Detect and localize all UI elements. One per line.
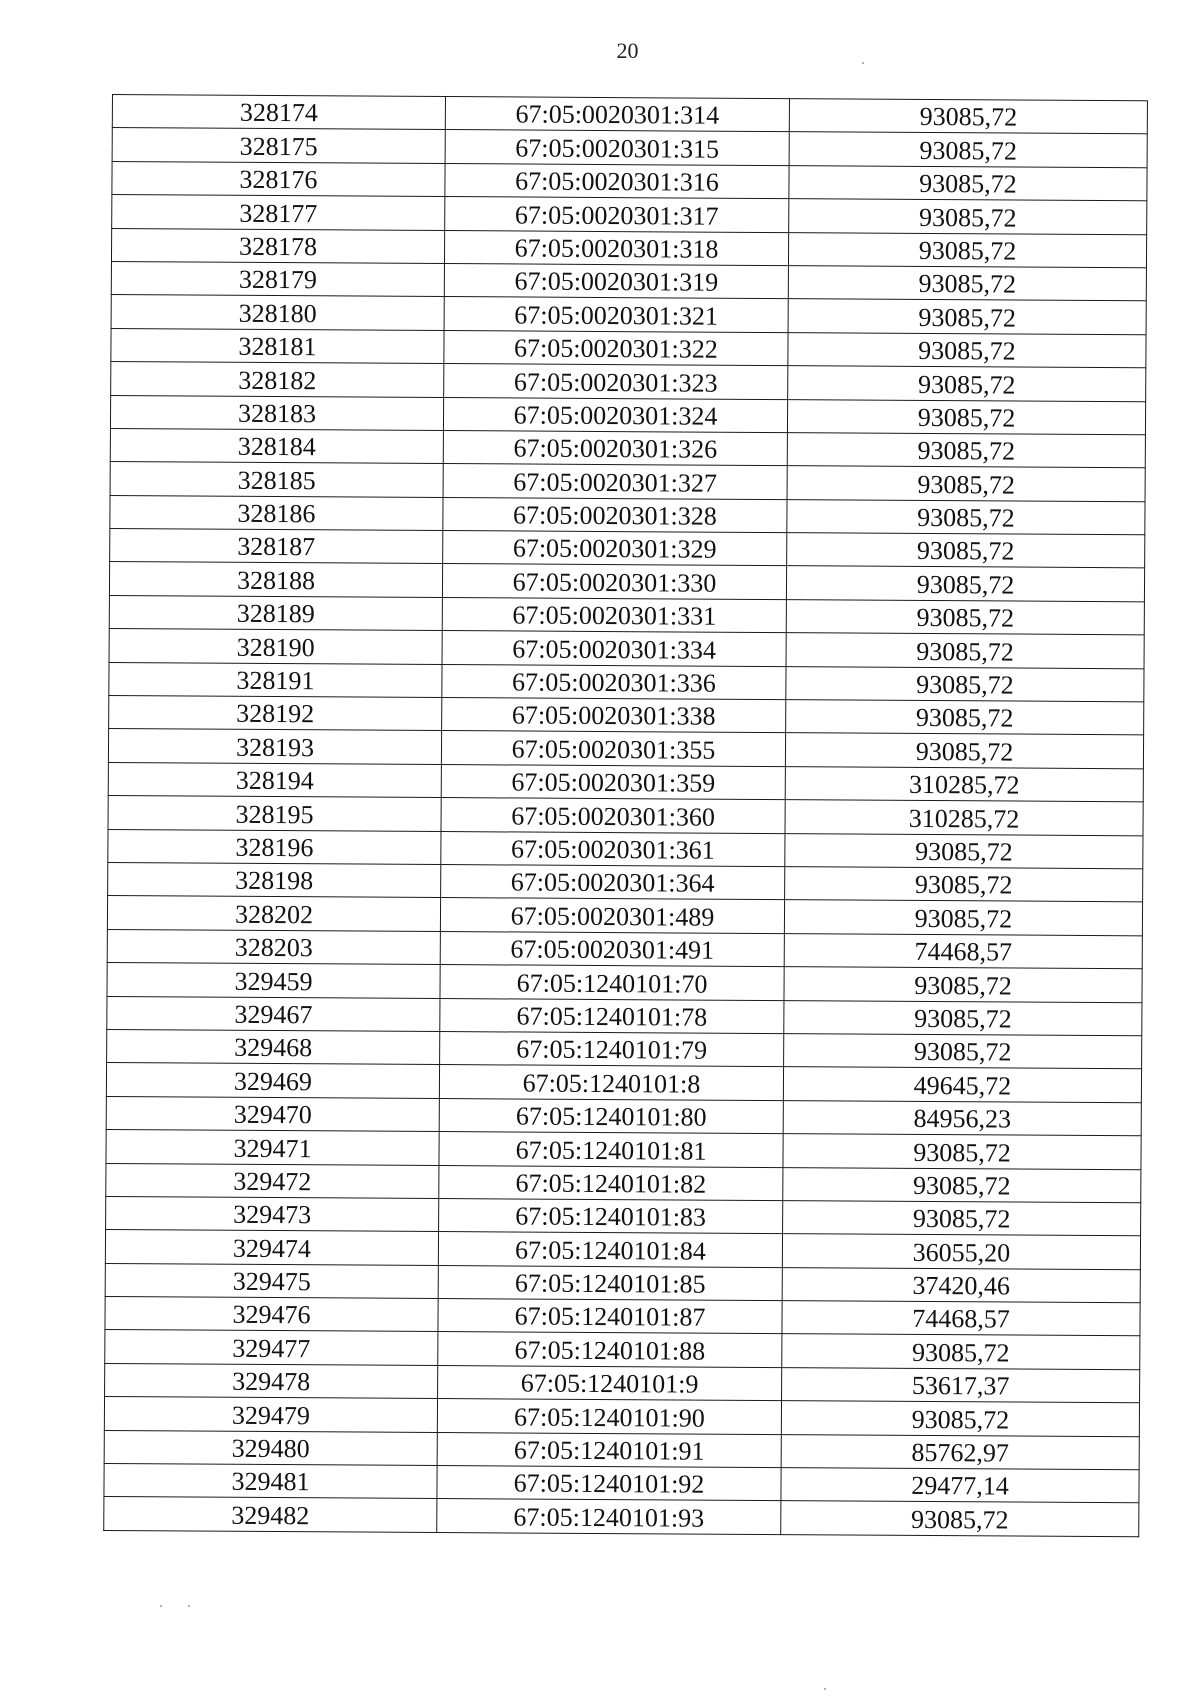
cadastral-number-cell: 67:05:0020301:331 (442, 597, 786, 632)
table-row (107, 929, 1142, 969)
cadastral-number-cell: 67:05:0020301:329 (443, 531, 787, 566)
cadastral-number-cell: 67:05:1240101:92 (437, 1466, 781, 1501)
cadastral-number-cell: 67:05:1240101:70 (440, 965, 784, 1000)
cadastral-number-cell: 67:05:1240101:81 (439, 1132, 783, 1167)
table-row (108, 829, 1143, 869)
cadastral-number-cell: 67:05:0020301:315 (445, 130, 789, 165)
value-cell: 37420,46 (782, 1267, 1140, 1303)
cadastral-number-cell: 67:05:0020301:364 (441, 865, 785, 900)
cadastral-number-cell: 67:05:0020301:360 (441, 798, 785, 833)
table-row (109, 629, 1144, 669)
table-row (109, 696, 1144, 736)
scan-speck (824, 1688, 826, 1690)
value-cell: 93085,72 (788, 299, 1146, 335)
cadastral-number-cell: 67:05:0020301:336 (442, 664, 786, 699)
value-cell: 93085,72 (782, 1334, 1140, 1370)
record-number-cell: 328187 (110, 529, 443, 564)
cadastral-number-cell: 67:05:1240101:93 (437, 1499, 781, 1534)
cadastral-number-cell: 67:05:1240101:8 (439, 1065, 783, 1100)
table-row (110, 529, 1145, 569)
record-number-cell: 329473 (106, 1196, 439, 1231)
value-cell: 310285,72 (785, 766, 1143, 802)
table-row (105, 1230, 1140, 1270)
cadastral-number-cell: 67:05:0020301:317 (445, 197, 789, 232)
record-number-cell: 329477 (105, 1330, 438, 1365)
table-row (108, 862, 1143, 902)
record-number-cell: 328191 (109, 662, 442, 697)
table-row (112, 95, 1147, 135)
value-cell: 93085,72 (789, 199, 1147, 235)
table-row (110, 428, 1145, 468)
value-cell: 93085,72 (786, 566, 1144, 602)
record-number-cell: 328182 (111, 362, 444, 397)
record-number-cell: 329480 (104, 1430, 437, 1465)
value-cell: 93085,72 (785, 833, 1143, 869)
record-number-cell: 328174 (112, 95, 445, 130)
table-row (105, 1363, 1140, 1403)
value-cell: 93085,72 (784, 1000, 1142, 1036)
value-cell: 93085,72 (784, 1034, 1142, 1070)
cadastral-number-cell: 67:05:1240101:90 (437, 1399, 781, 1434)
cadastral-number-cell: 67:05:0020301:359 (441, 764, 785, 799)
table-row (106, 1163, 1141, 1203)
cadastral-number-cell: 67:05:1240101:87 (438, 1299, 782, 1334)
cadastral-number-cell: 67:05:1240101:85 (438, 1265, 782, 1300)
value-cell: 53617,37 (782, 1367, 1140, 1403)
page-number: 20 (616, 38, 639, 63)
cadastral-number-cell: 67:05:0020301:361 (441, 831, 785, 866)
value-cell: 74468,57 (782, 1301, 1140, 1337)
value-cell: 93085,72 (784, 900, 1142, 936)
record-number-cell: 329475 (105, 1263, 438, 1298)
record-number-cell: 329472 (106, 1163, 439, 1198)
record-number-cell: 329474 (105, 1230, 438, 1265)
value-cell: 93085,72 (789, 165, 1147, 201)
table-row (105, 1330, 1140, 1370)
value-cell: 93085,72 (789, 99, 1147, 135)
value-cell: 93085,72 (784, 967, 1142, 1003)
value-cell: 93085,72 (783, 1201, 1141, 1237)
registry-table-body (104, 95, 1148, 1537)
value-cell: 93085,72 (785, 867, 1143, 903)
record-number-cell: 328186 (110, 495, 443, 530)
cadastral-number-cell: 67:05:1240101:84 (438, 1232, 782, 1267)
cadastral-number-cell: 67:05:1240101:9 (438, 1365, 782, 1400)
table-row (108, 796, 1143, 836)
value-cell: 85762,97 (781, 1434, 1139, 1470)
record-number-cell: 329469 (106, 1063, 439, 1098)
record-number-cell: 329471 (106, 1130, 439, 1165)
table-row (105, 1297, 1140, 1337)
table-row (109, 562, 1144, 602)
record-number-cell: 328179 (111, 261, 444, 296)
cadastral-number-cell: 67:05:0020301:327 (443, 464, 787, 499)
table-row (111, 328, 1146, 368)
scan-speck (188, 1605, 190, 1607)
cadastral-number-cell: 67:05:0020301:318 (444, 230, 788, 265)
value-cell: 93085,72 (786, 666, 1144, 702)
record-number-cell: 328196 (108, 829, 441, 864)
registry-sheet (103, 94, 1147, 1537)
record-number-cell: 328183 (110, 395, 443, 430)
value-cell: 310285,72 (785, 800, 1143, 836)
cadastral-number-cell: 67:05:1240101:78 (440, 998, 784, 1033)
cadastral-number-cell: 67:05:1240101:80 (439, 1098, 783, 1133)
table-row (106, 1096, 1141, 1136)
table-row (110, 495, 1145, 535)
record-number-cell: 329481 (104, 1463, 437, 1498)
cadastral-number-cell: 67:05:0020301:491 (440, 931, 784, 966)
cadastral-number-cell: 67:05:1240101:79 (440, 1031, 784, 1066)
record-number-cell: 328185 (110, 462, 443, 497)
record-number-cell: 328190 (109, 629, 442, 664)
cadastral-number-cell: 67:05:1240101:88 (438, 1332, 782, 1367)
table-row (104, 1430, 1139, 1470)
value-cell: 93085,72 (788, 266, 1146, 302)
table-row (111, 295, 1146, 335)
cadastral-number-cell: 67:05:1240101:91 (437, 1432, 781, 1467)
value-cell: 74468,57 (784, 933, 1142, 969)
scan-speck (160, 1605, 162, 1607)
table-row (104, 1463, 1139, 1503)
cadastral-number-cell: 67:05:1240101:82 (439, 1165, 783, 1200)
table-row (112, 161, 1147, 201)
table-row (106, 1196, 1141, 1236)
table-row (105, 1263, 1140, 1303)
value-cell: 93085,72 (787, 533, 1145, 569)
record-number-cell: 329467 (107, 996, 440, 1031)
record-number-cell: 328184 (110, 428, 443, 463)
record-number-cell: 329468 (107, 1029, 440, 1064)
value-cell: 93085,72 (787, 433, 1145, 469)
record-number-cell: 329470 (106, 1096, 439, 1131)
table-row (106, 1063, 1141, 1103)
value-cell: 93085,72 (781, 1501, 1139, 1537)
cadastral-number-cell: 67:05:0020301:326 (443, 430, 787, 465)
table-row (111, 261, 1146, 301)
record-number-cell: 328178 (111, 228, 444, 263)
value-cell: 93085,72 (788, 366, 1146, 402)
table-row (111, 228, 1146, 268)
record-number-cell: 329459 (107, 963, 440, 998)
cadastral-number-cell: 67:05:0020301:316 (445, 163, 789, 198)
record-number-cell: 328189 (109, 595, 442, 630)
record-number-cell: 328175 (112, 128, 445, 163)
table-row (108, 729, 1143, 769)
table-row (109, 662, 1144, 702)
cadastral-number-cell: 67:05:0020301:355 (441, 731, 785, 766)
value-cell: 84956,23 (783, 1100, 1141, 1136)
cadastral-number-cell: 67:05:0020301:314 (445, 97, 789, 132)
value-cell: 93085,72 (787, 499, 1145, 535)
cadastral-number-cell: 67:05:0020301:328 (443, 497, 787, 532)
cadastral-number-cell: 67:05:0020301:319 (444, 263, 788, 298)
value-cell: 29477,14 (781, 1468, 1139, 1504)
record-number-cell: 328188 (109, 562, 442, 597)
record-number-cell: 328202 (107, 896, 440, 931)
table-row (112, 128, 1147, 168)
table-row (109, 595, 1144, 635)
table-row (104, 1497, 1139, 1537)
record-number-cell: 328176 (112, 161, 445, 196)
value-cell: 93085,72 (788, 232, 1146, 268)
scan-speck (862, 62, 864, 64)
cadastral-number-cell: 67:05:0020301:321 (444, 297, 788, 332)
cadastral-number-cell: 67:05:0020301:489 (440, 898, 784, 933)
record-number-cell: 329478 (105, 1363, 438, 1398)
record-number-cell: 328203 (107, 929, 440, 964)
cadastral-number-cell: 67:05:1240101:83 (439, 1198, 783, 1233)
cadastral-number-cell: 67:05:0020301:330 (442, 564, 786, 599)
value-cell: 93085,72 (787, 399, 1145, 435)
value-cell: 93085,72 (787, 466, 1145, 502)
table-row (110, 395, 1145, 435)
record-number-cell: 328192 (109, 696, 442, 731)
table-row (108, 762, 1143, 802)
record-number-cell: 328177 (112, 195, 445, 230)
cadastral-number-cell: 67:05:0020301:334 (442, 631, 786, 666)
record-number-cell: 328180 (111, 295, 444, 330)
table-row (107, 963, 1142, 1003)
registry-table (103, 94, 1148, 1537)
record-number-cell: 328193 (108, 729, 441, 764)
value-cell: 93085,72 (786, 599, 1144, 635)
table-row (107, 896, 1142, 936)
record-number-cell: 328195 (108, 796, 441, 831)
record-number-cell: 328198 (108, 862, 441, 897)
value-cell: 93085,72 (788, 332, 1146, 368)
table-row (106, 1130, 1141, 1170)
cadastral-number-cell: 67:05:0020301:322 (444, 330, 788, 365)
value-cell: 93085,72 (783, 1167, 1141, 1203)
value-cell: 93085,72 (783, 1134, 1141, 1170)
value-cell: 93085,72 (786, 700, 1144, 736)
value-cell: 93085,72 (781, 1401, 1139, 1437)
value-cell: 36055,20 (782, 1234, 1140, 1270)
record-number-cell: 328194 (108, 762, 441, 797)
cadastral-number-cell: 67:05:0020301:338 (442, 698, 786, 733)
table-row (104, 1397, 1139, 1437)
cadastral-number-cell: 67:05:0020301:323 (444, 364, 788, 399)
record-number-cell: 328181 (111, 328, 444, 363)
value-cell: 49645,72 (783, 1067, 1141, 1103)
value-cell: 93085,72 (786, 633, 1144, 669)
record-number-cell: 329482 (104, 1497, 437, 1532)
record-number-cell: 329479 (104, 1397, 437, 1432)
value-cell: 93085,72 (789, 132, 1147, 168)
table-row (112, 195, 1147, 235)
table-row (107, 1029, 1142, 1069)
table-row (110, 462, 1145, 502)
value-cell: 93085,72 (785, 733, 1143, 769)
table-row (107, 996, 1142, 1036)
cadastral-number-cell: 67:05:0020301:324 (443, 397, 787, 432)
record-number-cell: 329476 (105, 1297, 438, 1332)
table-row (111, 362, 1146, 402)
